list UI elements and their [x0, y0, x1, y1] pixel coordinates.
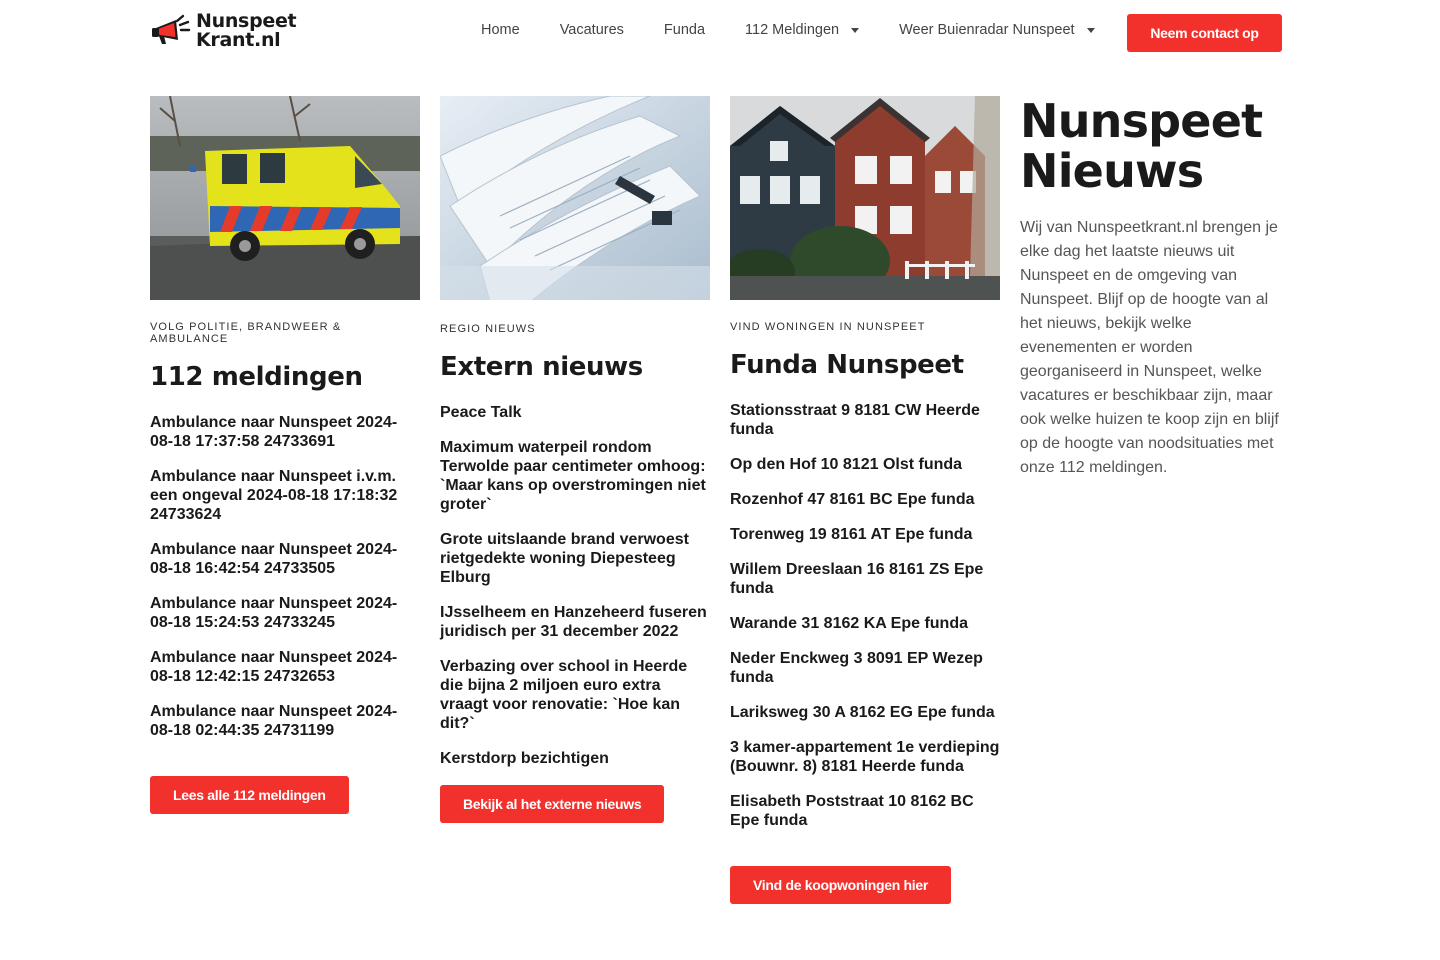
- view-external-news-button[interactable]: Bekijk al het externe nieuws: [440, 785, 664, 823]
- find-houses-button[interactable]: Vind de koopwoningen hier: [730, 866, 951, 904]
- column-funda-nunspeet: [730, 96, 1000, 893]
- list-item[interactable]: Ambulance naar Nunspeet 2024-08-18 15:24:53 24733245: [150, 595, 398, 631]
- list-item[interactable]: Ambulance naar Nunspeet 2024-08-18 16:42:54 24733505: [150, 541, 398, 577]
- list-item[interactable]: Op den Hof 10 8121 Olst funda: [730, 456, 963, 473]
- main-nav: [481, 22, 1135, 38]
- column-extern-nieuws: [440, 96, 710, 812]
- page-title: Nunspeet Nieuws: [1020, 94, 1263, 198]
- chevron-down-icon: [1087, 28, 1095, 33]
- news-list: [440, 403, 710, 784]
- contact-button[interactable]: Neem contact op: [1127, 14, 1282, 52]
- newspapers-image: [440, 96, 710, 300]
- list-item[interactable]: Ambulance naar Nunspeet 2024-08-18 17:37:58 24733691: [150, 414, 398, 450]
- newspapers-photo-icon: [440, 96, 710, 300]
- list-item[interactable]: Willem Dreeslaan 16 8161 ZS Epe funda: [730, 561, 984, 597]
- list-item[interactable]: Maximum waterpeil rondom Terwolde paar centimeter omhoog: `Maar kans op overstromingen niet groter`: [440, 439, 706, 513]
- list-item[interactable]: IJsselheem en Hanzeheerd fuseren juridisch per 31 december 2022: [440, 604, 707, 640]
- list-item[interactable]: Peace Talk: [440, 404, 522, 421]
- read-all-112-button[interactable]: Lees alle 112 meldingen: [150, 776, 349, 814]
- column-eyebrow: VOLG POLITIE, BRANDWEER & AMBULANCE: [150, 321, 342, 345]
- list-item[interactable]: Grote uitslaande brand verwoest rietgedekte woning Diepesteeg Elburg: [440, 531, 689, 586]
- column-eyebrow: REGIO NIEUWS: [440, 323, 536, 335]
- column-title: Extern nieuws: [440, 352, 643, 382]
- list-item[interactable]: Neder Enckweg 3 8091 EP Wezep funda: [730, 650, 983, 686]
- nav-funda[interactable]: [664, 22, 705, 38]
- nav-weer-buienradar-label: Weer Buienradar Nunspeet: [899, 22, 1075, 38]
- list-item[interactable]: Kerstdorp bezichtigen: [440, 750, 609, 767]
- site-header: [0, 0, 1440, 64]
- site-logo[interactable]: [150, 12, 296, 50]
- list-item[interactable]: Ambulance naar Nunspeet 2024-08-18 02:44:35 24731199: [150, 703, 398, 739]
- houses-image: [730, 96, 1000, 300]
- nav-112-meldingen-label: 112 Meldingen: [745, 22, 840, 38]
- intro-text: Wij van Nunspeetkrant.nl brengen je elke dag het laatste nieuws uit Nunspeet en de omgeving van Nunspeet. Blijf op de hoogte van al het nieuws, bekijk welke evenementen er worden georganiseerd in Nunspeet, welke vacatures er beschikbaar zijn, maar ook welke huizen te koop zijn en blijf op de hoogte van noodsituaties met onze 112 meldingen.: [1020, 219, 1279, 476]
- nav-vacatures[interactable]: [560, 22, 624, 38]
- list-item[interactable]: Verbazing over school in Heerde die bijna 2 miljoen euro extra vraagt voor renovatie: `Hoe kan dit?`: [440, 658, 688, 732]
- nav-112-meldingen[interactable]: [745, 22, 859, 38]
- list-item[interactable]: Stationsstraat 9 8181 CW Heerde funda: [730, 402, 980, 438]
- meldingen-list: [150, 413, 420, 756]
- list-item[interactable]: Ambulance naar Nunspeet i.v.m. een ongeval 2024-08-18 17:18:32 24733624: [150, 468, 398, 523]
- logo-line-2: Krant.nl: [196, 29, 281, 51]
- column-eyebrow: VIND WONINGEN IN NUNSPEET: [730, 321, 926, 333]
- houses-photo-icon: [730, 96, 1000, 300]
- nav-home[interactable]: [481, 22, 520, 38]
- list-item[interactable]: Torenweg 19 8161 AT Epe funda: [730, 526, 973, 543]
- nav-funda-label: Funda: [663, 22, 706, 38]
- ambulance-image: [150, 96, 420, 300]
- list-item[interactable]: Lariksweg 30 A 8162 EG Epe funda: [730, 704, 995, 721]
- chevron-down-icon: [851, 28, 859, 33]
- list-item[interactable]: 3 kamer-appartement 1e verdieping (Bouwnr. 8) 8181 Heerde funda: [730, 739, 1000, 775]
- logo-line-1: Nunspeet: [196, 10, 297, 32]
- column-title: 112 meldingen: [150, 362, 363, 392]
- column-112-meldingen: [150, 96, 420, 803]
- intro-panel: [1020, 96, 1285, 480]
- list-item[interactable]: Ambulance naar Nunspeet 2024-08-18 12:42:15 24732653: [150, 649, 398, 685]
- funda-list: [730, 401, 1000, 846]
- list-item[interactable]: Rozenhof 47 8161 BC Epe funda: [730, 491, 975, 508]
- list-item[interactable]: Warande 31 8162 KA Epe funda: [730, 615, 968, 632]
- column-title: Funda Nunspeet: [730, 350, 964, 380]
- nav-weer-buienradar[interactable]: [899, 22, 1094, 38]
- nav-home-label: Home: [481, 22, 520, 38]
- nav-vacatures-label: Vacatures: [559, 22, 624, 38]
- megaphone-icon: [150, 14, 192, 48]
- logo-text: [196, 12, 296, 50]
- list-item[interactable]: Elisabeth Poststraat 10 8162 BC Epe funda: [730, 793, 974, 829]
- ambulance-photo-icon: [150, 96, 420, 300]
